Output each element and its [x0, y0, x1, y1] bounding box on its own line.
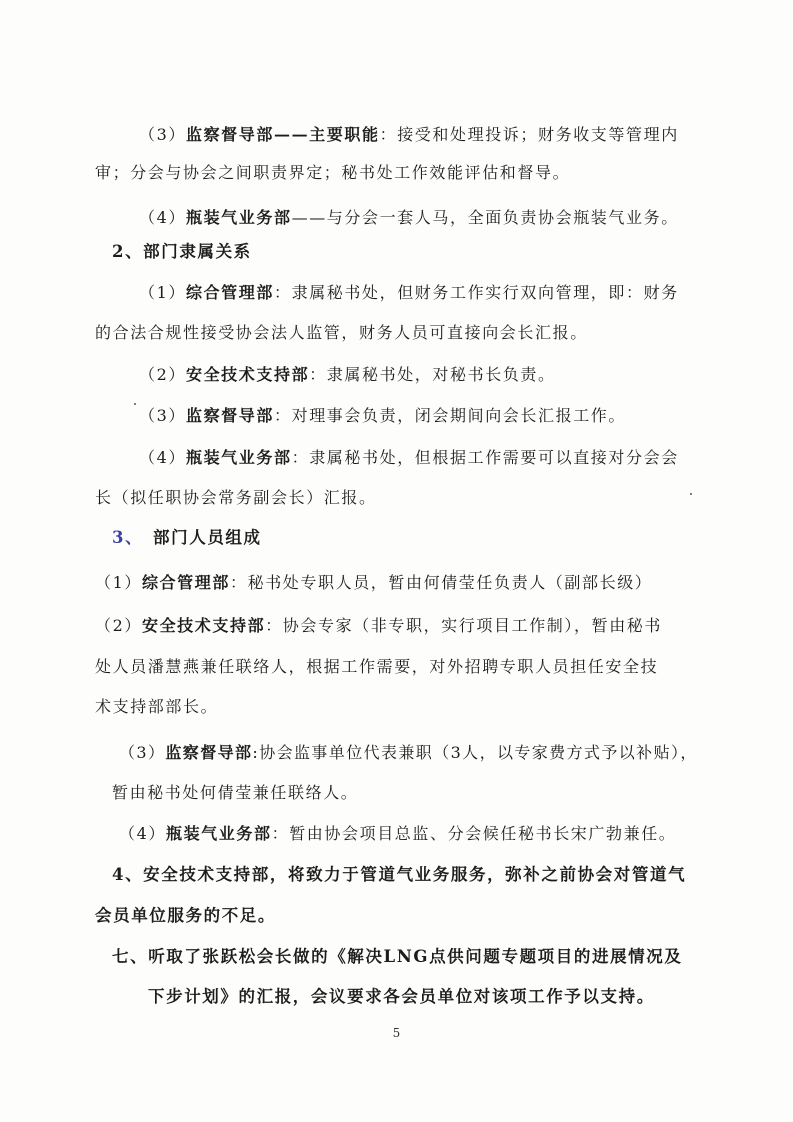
paragraph-line	[139, 364, 556, 386]
text-run: （2）	[139, 365, 186, 384]
paragraph-line	[139, 405, 626, 427]
bold-text-run: 监察督导部——主要职能	[185, 125, 380, 144]
scan-speck	[690, 493, 692, 495]
paragraph-line	[119, 742, 698, 764]
bold-text-run: 安全技术支持部	[141, 616, 266, 635]
paragraph-line	[112, 782, 358, 804]
bold-text-run: 2、部门隶属关系	[112, 242, 252, 261]
text-run: 审；分会与协会之间职责界定；秘书处工作效能评估和督导。	[95, 163, 571, 182]
paragraph-line	[95, 696, 218, 718]
text-run: 长（拟任职协会常务副会长）汇报。	[95, 488, 377, 507]
bold-text-run: 下步计划》的汇报，会议要求各会员单位对该项工作予以支持。	[148, 987, 655, 1006]
text-run: ：隶属秘书处，对秘书长负责。	[309, 365, 556, 384]
bold-text-run: 综合管理部	[141, 573, 230, 592]
text-run: ：隶属秘书处，但财务工作实行双向管理，即：财务	[274, 283, 679, 302]
paragraph-line	[95, 615, 662, 637]
page-number: 5	[392, 1026, 401, 1040]
text-run: （1）	[139, 283, 186, 302]
text-run: （3）	[119, 743, 166, 762]
text-run: （4）	[139, 448, 186, 467]
text-run: （3）	[139, 406, 186, 425]
paragraph-line	[95, 162, 570, 184]
paragraph-line	[119, 823, 676, 845]
resolution-item	[112, 946, 682, 968]
resolution-item	[148, 986, 655, 1008]
text-run: 暂由秘书处何倩莹兼任联络人。	[112, 783, 359, 802]
bold-text-run: 七、听取了张跃松会长做的《解决LNG点供问题专题项目的进展情况及	[112, 947, 683, 966]
text-run: 3、	[112, 528, 135, 547]
paragraph-line	[139, 207, 679, 229]
bold-text-run: 部门人员组成	[134, 528, 262, 547]
bold-text-run: 监察督导部	[185, 406, 274, 425]
section-heading	[112, 527, 262, 549]
paragraph-line	[95, 322, 588, 344]
paragraph-line-bold	[112, 864, 686, 886]
paragraph-line	[139, 282, 679, 304]
text-run: ：对理事会负责，闭会期间向会长汇报工作。	[274, 406, 627, 425]
paragraph-line	[95, 487, 377, 509]
bold-text-run: 监察督导部	[165, 743, 253, 762]
bold-text-run: 综合管理部	[185, 283, 274, 302]
text-run: （3）	[139, 125, 186, 144]
text-run: （4）	[119, 824, 166, 843]
text-run: ：协会专家（非专职，实行项目工作制），暂由秘书	[265, 616, 662, 635]
bold-text-run: 瓶装气业务部	[165, 824, 272, 843]
bold-text-run: 瓶装气业务部	[185, 448, 292, 467]
paragraph-line	[139, 447, 679, 469]
text-run: （4）	[139, 208, 186, 227]
text-run: 的合法合规性接受协会法人监管，财务人员可直接向会长汇报。	[95, 323, 588, 342]
paragraph-line	[139, 124, 679, 146]
scan-speck	[134, 403, 136, 405]
section-heading	[112, 241, 252, 263]
paragraph-line-bold	[95, 905, 276, 927]
text-run: ：秘书处专职人员，暂由何倩莹任负责人（副部长级）	[230, 573, 653, 592]
text-run: ——与分会一套人马，全面负责协会瓶装气业务。	[291, 208, 679, 227]
text-run: ：接受和处理投诉；财务收支等管理内	[379, 125, 679, 144]
bold-text-run: 会员单位服务的不足。	[95, 906, 276, 925]
bold-text-run: 瓶装气业务部	[185, 208, 292, 227]
text-run: ：暂由协会项目总监、分会候任秘书长宋广勃兼任。	[271, 824, 677, 843]
text-run: （1）	[95, 573, 142, 592]
text-run: :协会监事单位代表兼职（3人，以专家费方式予以补贴），	[252, 743, 698, 762]
text-run: （2）	[95, 616, 142, 635]
paragraph-line	[95, 656, 658, 678]
text-run: 处人员潘慧燕兼任联络人，根据工作需要，对外招聘专职人员担任安全技	[95, 657, 659, 676]
bold-text-run: 4、安全技术支持部，将致力于管道气业务服务，弥补之前协会对管道气	[112, 865, 687, 884]
paragraph-line	[95, 572, 652, 594]
bold-text-run: 安全技术支持部	[185, 365, 310, 384]
text-run: ：隶属秘书处，但根据工作需要可以直接对分会会	[291, 448, 679, 467]
text-run: 术支持部部长。	[95, 697, 219, 716]
